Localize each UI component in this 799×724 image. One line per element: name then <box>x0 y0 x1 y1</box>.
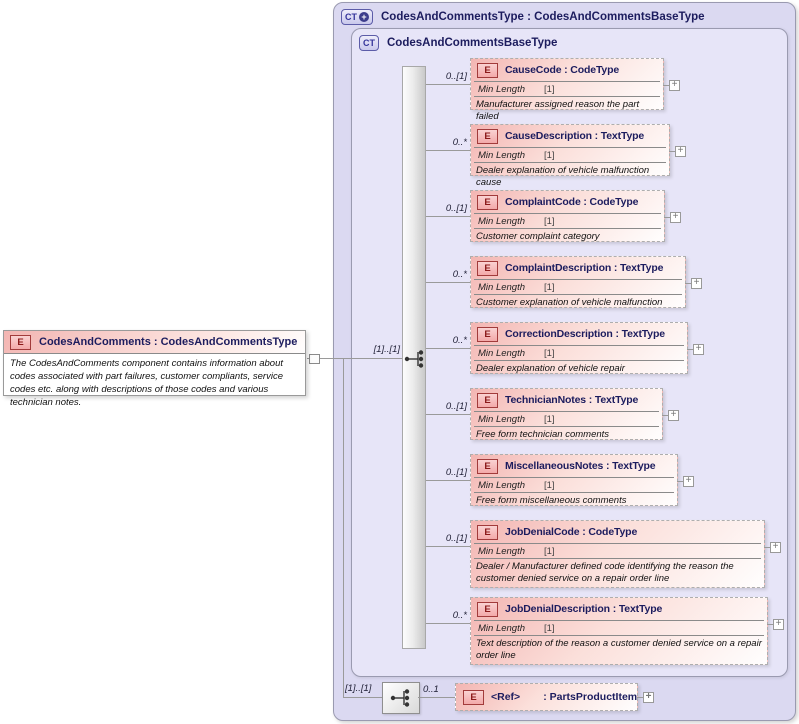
connector-line <box>426 546 470 547</box>
element-icon: E <box>477 459 498 474</box>
element-annotation: Dealer / Manufacturer defined code identifying the reason the customer denied service on a repair order line <box>476 561 734 584</box>
element-title: CauseCode : CodeType <box>505 64 620 76</box>
connector-line <box>426 282 470 283</box>
complex-type-header <box>334 3 795 25</box>
connector-line <box>426 623 470 624</box>
facet-name: Min Length <box>478 545 526 557</box>
element-title: ComplaintCode : CodeType <box>505 196 639 208</box>
element-icon: E <box>477 261 498 276</box>
complex-type-title: CodesAndCommentsType : CodesAndCommentsBaseType <box>381 11 705 23</box>
cardinality-label: 0..[1] <box>445 533 467 544</box>
element-title: TechnicianNotes : TextType <box>505 394 639 406</box>
element-icon: E <box>477 602 498 617</box>
facet-name: Min Length <box>478 215 526 227</box>
facet-value: [1] <box>544 83 555 95</box>
facet-value: [1] <box>544 281 555 293</box>
sequence-icon <box>403 349 427 369</box>
connector-line <box>343 697 382 698</box>
element-box-codesandcomments[interactable] <box>3 330 306 408</box>
derived-plus-icon: + <box>359 12 369 22</box>
expand-icon[interactable]: + <box>773 619 784 630</box>
element-annotation: The CodesAndComments component contains information about codes associated with part failures, customer compliants, service codes etc. along with descriptions of those codes and various technician notes. <box>10 358 284 408</box>
connector-line <box>426 480 470 481</box>
element-ref-name: <Ref> <box>491 691 521 703</box>
cardinality-label: 0..* <box>452 610 467 621</box>
cardinality-label: 0..* <box>452 335 467 346</box>
element-box-causedescription[interactable] <box>470 124 684 188</box>
facet-value: [1] <box>544 149 555 161</box>
element-annotation: Free form technician comments <box>476 429 610 440</box>
connector-line <box>426 414 470 415</box>
cardinality-label: 0..* <box>452 269 467 280</box>
cardinality-label: 0..[1] <box>445 467 467 478</box>
connector-line <box>426 84 470 85</box>
element-box-complaintcode[interactable] <box>470 190 679 242</box>
connector-line <box>418 697 455 698</box>
element-icon: E <box>477 129 498 144</box>
element-title: CodesAndComments : CodesAndCommentsType <box>39 336 298 348</box>
expand-icon[interactable]: + <box>683 476 694 487</box>
connector-line <box>307 358 402 359</box>
complex-type-badge-label: CT <box>345 12 357 22</box>
expand-icon[interactable]: + <box>669 80 680 91</box>
facet-value: [1] <box>544 215 555 227</box>
element-title: JobDenialCode : CodeType <box>505 526 638 538</box>
element-annotation: Manufacturer assigned reason the part failed <box>476 99 640 122</box>
element-annotation: Free form miscellaneous comments <box>476 495 627 506</box>
complex-type-badge-label: CT <box>363 38 375 48</box>
expand-icon[interactable]: + <box>770 542 781 553</box>
facet-name: Min Length <box>478 149 526 161</box>
element-box-complaintdescription[interactable] <box>470 256 700 308</box>
element-icon: E <box>477 63 498 78</box>
connector-line <box>426 216 470 217</box>
element-annotation: Customer complaint category <box>476 231 600 242</box>
complex-type-icon <box>341 9 373 25</box>
element-icon: E <box>477 393 498 408</box>
element-icon: E <box>477 195 498 210</box>
facet-value: [1] <box>544 479 555 491</box>
expand-icon[interactable]: + <box>693 344 704 355</box>
cardinality-label: 0..[1] <box>445 401 467 412</box>
complex-type-icon <box>359 35 379 51</box>
facet-value: [1] <box>544 413 555 425</box>
element-title: CauseDescription : TextType <box>505 130 645 142</box>
element-box-correctiondescription[interactable] <box>470 322 702 374</box>
expand-icon[interactable]: + <box>643 692 654 703</box>
facet-value: [1] <box>544 622 555 634</box>
element-title: MiscellaneousNotes : TextType <box>505 460 656 472</box>
element-title: ComplaintDescription : TextType <box>505 262 664 274</box>
element-icon: E <box>10 335 31 350</box>
connector-line <box>343 358 344 697</box>
facet-name: Min Length <box>478 622 526 634</box>
element-annotation: Dealer explanation of vehicle repair <box>476 363 625 374</box>
connector-line <box>426 150 470 151</box>
element-ref-type: : PartsProductItem <box>543 691 638 703</box>
expand-icon[interactable]: + <box>668 410 679 421</box>
element-annotation: Text description of the reason a customer denied service on a repair order line <box>476 638 762 661</box>
element-icon: E <box>463 690 484 705</box>
facet-name: Min Length <box>478 281 526 293</box>
facet-name: Min Length <box>478 83 526 95</box>
cardinality-label: 0..1 <box>423 684 439 695</box>
element-icon: E <box>477 327 498 342</box>
element-annotation: Customer explanation of vehicle malfunction <box>476 297 663 308</box>
expand-icon[interactable]: + <box>691 278 702 289</box>
element-title: CorrectionDescription : TextType <box>505 328 665 340</box>
element-icon: E <box>477 525 498 540</box>
cardinality-label: [1]..[1] <box>373 344 400 355</box>
cardinality-label: 0..[1] <box>445 71 467 82</box>
expand-icon[interactable]: + <box>675 146 686 157</box>
element-annotation: Dealer explanation of vehicle malfunction cause <box>476 165 650 188</box>
connector-junction <box>309 354 320 364</box>
facet-name: Min Length <box>478 479 526 491</box>
element-box-techniciannotes[interactable] <box>470 388 677 440</box>
cardinality-label: 0..* <box>452 137 467 148</box>
element-header <box>4 331 305 354</box>
facet-name: Min Length <box>478 413 526 425</box>
facet-value: [1] <box>544 545 555 557</box>
base-type-title: CodesAndCommentsBaseType <box>387 37 558 49</box>
cardinality-label: [1]..[1] <box>345 683 372 694</box>
facet-name: Min Length <box>478 347 526 359</box>
facet-value: [1] <box>544 347 555 359</box>
element-box-jobdenialdescription[interactable] <box>470 597 782 665</box>
element-title: JobDenialDescription : TextType <box>505 603 663 615</box>
sequence-icon <box>389 688 413 708</box>
cardinality-label: 0..[1] <box>445 203 467 214</box>
expand-icon[interactable]: + <box>670 212 681 223</box>
element-box-causecode[interactable] <box>470 58 678 122</box>
element-box-miscellaneousnotes[interactable] <box>470 454 692 506</box>
base-type-header <box>352 29 787 51</box>
element-box-ref-partsproductitem[interactable] <box>455 683 652 711</box>
connector-line <box>426 348 470 349</box>
sequence-compositor[interactable] <box>382 682 420 714</box>
element-box-jobdenialcode[interactable] <box>470 520 779 588</box>
